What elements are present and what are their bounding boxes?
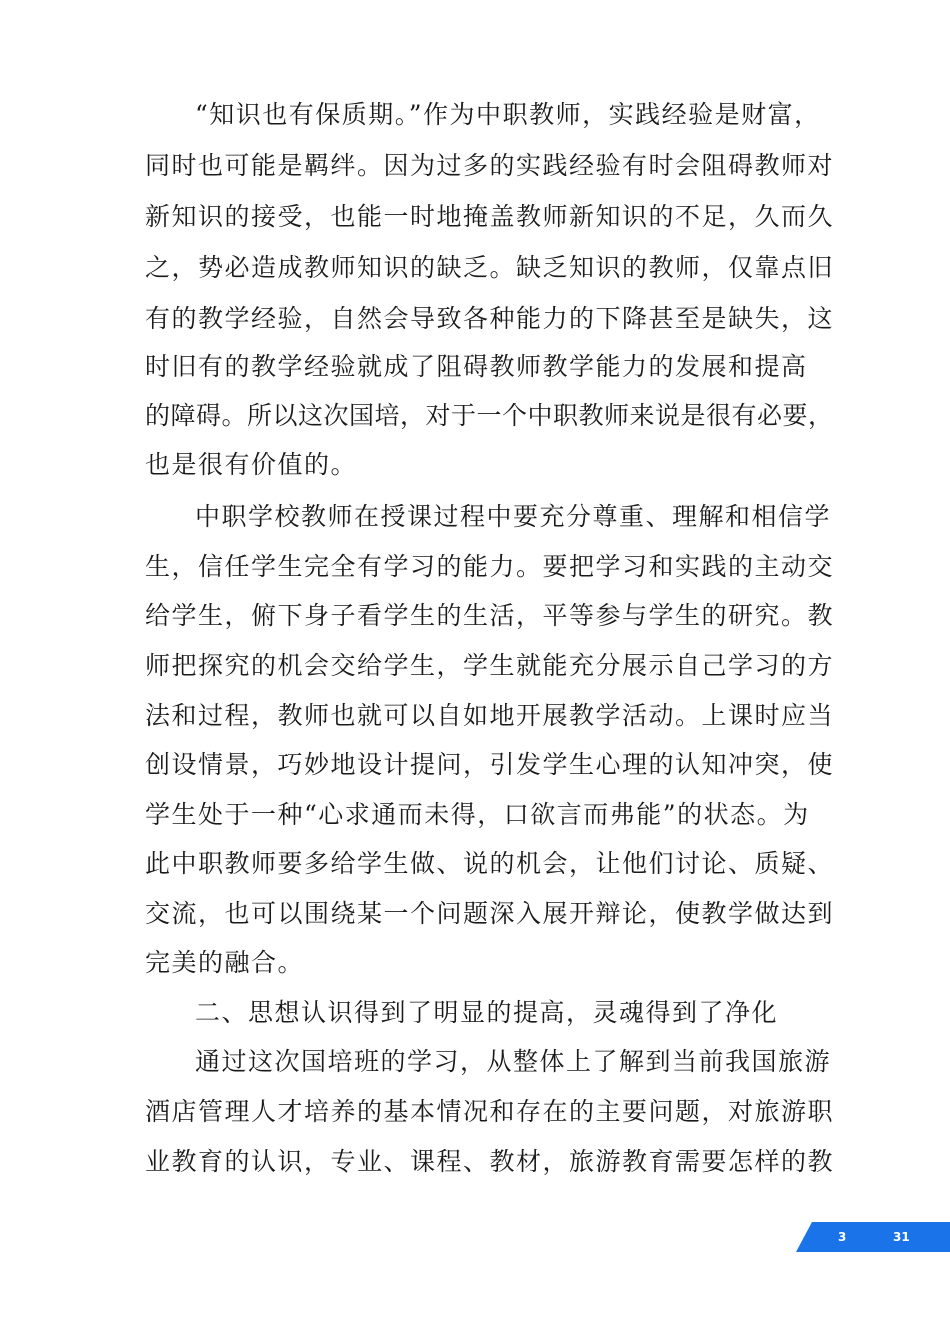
paragraph-2-line-2: 生，信任学生完全有学习的能力。要把学习和实践的主动交 <box>145 552 835 581</box>
paragraph-1-line-8: 也是很有价值的。 <box>145 450 358 479</box>
paragraph-2-line-5: 法和过程，教师也就可以自如地开展教学活动。上课时应当 <box>145 701 835 730</box>
paragraph-3-line-3: 业教育的认识，专业、课程、教材，旅游教育需要怎样的教 <box>145 1147 835 1176</box>
paragraph-1-line-2: 同时也可能是羁绊。因为过多的实践经验有时会阻碍教师对 <box>145 151 835 180</box>
paragraph-1-line-6: 时旧有的教学经验就成了阻碍教师教学能力的发展和提高 <box>145 352 808 381</box>
paragraph-2-line-10: 完美的融合。 <box>145 948 305 977</box>
paragraph-3-line-1: 通过这次国培班的学习，从整体上了解到当前我国旅游 <box>195 1047 832 1076</box>
paragraph-2-line-6: 创设情景，巧妙地设计提问，引发学生心理的认知冲突，使 <box>145 750 835 779</box>
paragraph-1-line-4: 之，势必造成教师知识的缺乏。缺乏知识的教师，仅靠点旧 <box>145 253 835 282</box>
paragraph-2-line-1: 中职学校教师在授课过程中要充分尊重、理解和相信学 <box>195 502 832 531</box>
paragraph-2-line-4: 师把探究的机会交给学生，学生就能充分展示自己学习的方 <box>145 651 835 680</box>
paragraph-3-line-2: 酒店管理人才培养的基本情况和存在的主要问题，对旅游职 <box>145 1097 835 1126</box>
paragraph-2-line-8: 此中职教师要多给学生做、说的机会，让他们讨论、质疑、 <box>145 849 835 878</box>
page-number-bar <box>0 1222 950 1252</box>
paragraph-1-line-1: “知识也有保质期。”作为中职教师，实践经验是财富， <box>195 100 821 129</box>
section-heading: 二、思想认识得到了明显的提高，灵魂得到了净化 <box>195 998 779 1027</box>
paragraph-1-line-5: 有的教学经验，自然会导致各种能力的下降甚至是缺失，这 <box>145 304 835 333</box>
paragraph-2-line-9: 交流，也可以围绕某一个问题深入展开辩论，使教学做达到 <box>145 899 835 928</box>
paragraph-2-line-3: 给学生，俯下身子看学生的生活，平等参与学生的研究。教 <box>145 601 835 630</box>
total-pages-number: 31 <box>893 1230 910 1244</box>
page-bar-shape <box>0 1222 950 1252</box>
paragraph-1-line-3: 新知识的接受，也能一时地掩盖教师新知识的不足，久而久 <box>145 202 835 231</box>
paragraph-1-line-7: 的障碍。所以这次国培，对于一个中职教师来说是很有必要， <box>145 401 834 430</box>
paragraph-2-line-7: 学生处于一种“心求通而未得，口欲言而弗能”的状态。为 <box>145 800 810 829</box>
current-page-number: 3 <box>838 1230 847 1244</box>
